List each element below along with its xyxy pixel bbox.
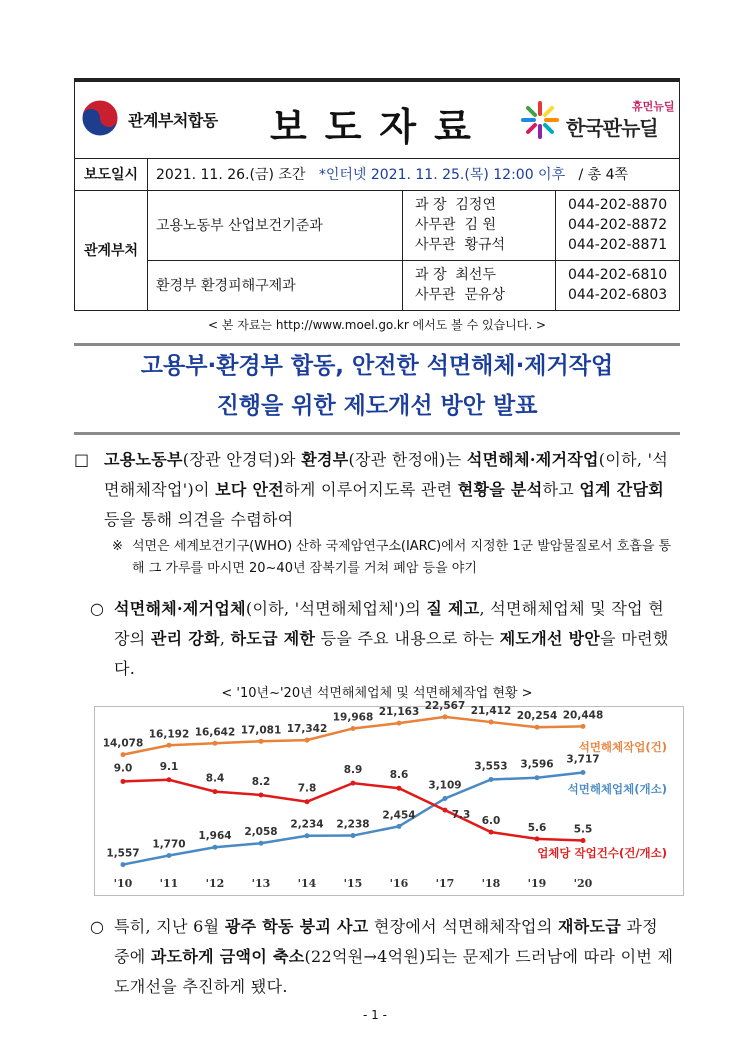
data-point	[121, 862, 126, 867]
text-run: 등을 주요 내용으로 하는	[315, 629, 500, 648]
bold-run: 질 제고	[426, 599, 480, 618]
legend-label: 석면해체작업(건)	[578, 740, 667, 754]
data-label: 5.6	[527, 821, 547, 834]
text-run: 하고	[542, 480, 580, 499]
bold-run: 환경부	[301, 450, 349, 469]
x-tick-label: '14	[297, 877, 317, 890]
x-tick-label: '10	[113, 877, 133, 890]
dept-name: 환경부 환경피해구제과	[148, 260, 403, 310]
bold-run: 제도개선 방안	[499, 629, 601, 648]
contact-person: 문유상	[464, 287, 506, 303]
text-run: (장관 안경덕)와	[182, 450, 302, 469]
data-point	[443, 796, 448, 801]
data-label: 2,454	[382, 809, 416, 822]
release-date: 2021. 11. 26.(금) 조간	[156, 167, 306, 183]
data-label: 16,192	[148, 728, 190, 741]
x-tick-label: '13	[251, 877, 271, 890]
data-label: 20,448	[562, 709, 604, 722]
data-point	[397, 824, 402, 829]
x-tick-label: '20	[573, 877, 593, 890]
legend-label: 업체당 작업건수(건/개소)	[537, 846, 667, 860]
contact-phone: 044-202-8872	[568, 217, 668, 233]
data-point	[213, 845, 218, 850]
note-mark: ※	[112, 539, 123, 554]
contact-person: 황규석	[464, 237, 506, 253]
bold-run: 재하도급	[557, 917, 621, 936]
data-point	[167, 743, 172, 748]
newdeal-small-label: 휴먼뉴딜	[632, 100, 675, 113]
chart-caption: < '10년~'20년 석면해체업체 및 석면해체작업 현황 >	[221, 686, 533, 701]
data-label: 16,642	[194, 726, 236, 739]
data-label: 22,567	[424, 699, 466, 712]
contact-role: 과 장	[415, 197, 447, 213]
data-point	[351, 781, 356, 786]
data-point	[489, 720, 494, 725]
website-note: < 본 자료는 http://www.moel.go.kr 에서도 볼 수 있습니다. >	[207, 318, 547, 332]
contact-role: 사무관	[415, 217, 456, 233]
legend-label: 석면해체업체(개소)	[567, 782, 667, 796]
data-label: 21,412	[470, 705, 512, 718]
text-run: ,	[219, 629, 231, 648]
contact-phone: 044-202-8871	[568, 237, 668, 253]
text-run: , 석면해체업체 및 작업 현장의	[114, 599, 665, 648]
data-label: 3,553	[474, 760, 508, 773]
data-point	[443, 808, 448, 813]
data-point	[397, 721, 402, 726]
bold-run: 관리 강화	[150, 629, 220, 648]
x-tick-label: '12	[205, 877, 225, 890]
data-label: 8.2	[251, 775, 271, 788]
data-point	[397, 786, 402, 791]
data-point	[305, 799, 310, 804]
data-point	[489, 777, 494, 782]
data-point	[213, 741, 218, 746]
data-label: 1,557	[106, 847, 140, 860]
press-info-table	[74, 78, 680, 311]
contact-phone: 044-202-6803	[568, 287, 668, 303]
bold-run: 보다 안전	[215, 480, 285, 499]
headline-line1: 고용부·환경부 합동, 안전한 석면해체·제거작업	[140, 353, 614, 379]
data-label: 3,717	[566, 753, 600, 766]
dept-phones	[556, 260, 680, 310]
data-label: 17,081	[240, 724, 282, 737]
contact-person: 김 원	[464, 217, 496, 233]
data-label: 2,234	[290, 818, 324, 831]
text-run: 과정 중에	[114, 917, 658, 966]
bold-run: 과도하게 금액이 축소	[150, 947, 305, 966]
text-run: 특히, 지난 6월	[114, 917, 225, 936]
data-label: 1,964	[198, 830, 232, 843]
dept-label: 관계부처	[75, 190, 148, 310]
data-label: 21,163	[378, 706, 420, 719]
contact-person: 김정연	[455, 197, 496, 213]
data-point	[259, 792, 264, 797]
x-tick-label: '15	[343, 877, 363, 890]
x-tick-label: '11	[159, 877, 179, 890]
p1-bullet: □	[74, 450, 90, 469]
data-point	[535, 775, 540, 780]
data-label: 9.0	[113, 762, 133, 775]
data-point	[305, 833, 310, 838]
data-point	[581, 724, 586, 729]
data-label: 3,596	[520, 758, 554, 771]
dept-contacts	[403, 190, 556, 260]
data-point	[167, 777, 172, 782]
paragraph-2	[114, 594, 676, 684]
text-run: 하게 이루어지도록 관련	[284, 480, 458, 499]
x-tick-label: '16	[389, 877, 409, 890]
x-tick-label: '19	[527, 877, 547, 890]
headline-box	[74, 343, 680, 435]
paragraph-3	[114, 912, 676, 1002]
data-label: 8.9	[343, 764, 363, 777]
data-label: 14,078	[102, 737, 144, 750]
chart-frame	[94, 699, 684, 896]
p3-bullet: ○	[90, 917, 105, 936]
data-label: 2,238	[336, 818, 370, 831]
line-chart	[95, 699, 683, 895]
data-point	[121, 779, 126, 784]
contact-phone: 044-202-8870	[568, 197, 668, 213]
bold-run: 고용노동부	[104, 450, 183, 469]
data-point	[213, 789, 218, 794]
data-label: 8.4	[205, 772, 225, 785]
data-label: 20,254	[516, 710, 558, 723]
p2-bullet: ○	[90, 599, 105, 618]
headline-line2: 진행을 위한 제도개선 방안 발표	[216, 393, 538, 419]
data-point	[581, 770, 586, 775]
dept-phones	[556, 190, 680, 260]
data-point	[121, 752, 126, 757]
data-point	[259, 739, 264, 744]
data-label: 19,968	[332, 711, 374, 724]
text-run: (22억원→4억원)되는 문제가 드러남에 따라 이번 제도개선을 추진하게 됐다.	[114, 947, 674, 996]
newdeal-big-label: 한국판뉴딜	[566, 116, 658, 140]
release-label: 보도일시	[75, 158, 148, 190]
data-point	[535, 725, 540, 730]
data-point	[351, 726, 356, 731]
data-point	[351, 833, 356, 838]
x-tick-label: '18	[481, 877, 501, 890]
series-line	[123, 780, 583, 841]
note-text: 석면은 세계보건기구(WHO) 산하 국제암연구소(IARC)에서 지정한 1군 발암물질로서 호흡을 통해 그 가루를 마시면 20~40년 잠복기를 거쳐 폐암 등을 야기	[132, 539, 672, 576]
page-count: / 총 4쪽	[578, 167, 629, 183]
contact-role: 과 장	[415, 267, 447, 283]
bold-run: 석면해체·제거업체	[114, 599, 246, 618]
data-label: 1,770	[152, 838, 186, 851]
data-label: 3,109	[428, 779, 462, 792]
gov-label: 관계부처합동	[128, 111, 218, 130]
text-run: 등을 통해 의견을 수렴하여	[104, 510, 294, 529]
data-label: 9.1	[159, 760, 179, 773]
paragraph-1	[104, 445, 676, 535]
contact-phone: 044-202-6810	[568, 267, 668, 283]
text-run: (이하, '석면해체업체')의	[245, 599, 427, 618]
data-label: 7.3	[451, 809, 471, 822]
data-point	[489, 830, 494, 835]
dept-name: 고용노동부 산업보건기준과	[148, 190, 403, 260]
text-run: (이하, '석면해체작업')이	[104, 450, 669, 499]
contact-role: 사무관	[415, 287, 456, 303]
data-label: 2,058	[244, 826, 278, 839]
data-point	[167, 853, 172, 858]
data-point	[259, 841, 264, 846]
x-tick-label: '17	[435, 877, 455, 890]
data-label: 5.5	[573, 823, 593, 836]
bold-run: 석면해체·제거작업	[466, 450, 599, 469]
text-run: 현장에서 석면해체작업의	[368, 917, 558, 936]
data-label: 7.8	[297, 782, 317, 795]
bold-run: 업계 간담회	[579, 480, 665, 499]
bold-run: 현황을 분석	[457, 480, 543, 499]
document-title: 보도자료	[270, 104, 489, 149]
contact-person: 최선두	[455, 267, 496, 283]
data-point	[305, 738, 310, 743]
text-run: (장관 한정애)는	[348, 450, 467, 469]
data-point	[535, 836, 540, 841]
text-run: 을 마련했다.	[114, 629, 669, 678]
internet-note: *인터넷 2021. 11. 25.(목) 12:00 이후	[318, 167, 566, 183]
contact-role: 사무관	[415, 237, 456, 253]
data-point	[581, 838, 586, 843]
bold-run: 광주 학동 붕괴 사고	[224, 917, 369, 936]
data-label: 6.0	[481, 815, 501, 828]
data-label: 17,342	[286, 723, 328, 736]
release-info	[148, 158, 680, 190]
page-number: - 1 -	[363, 1008, 387, 1022]
data-label: 8.6	[389, 769, 409, 782]
dept-contacts	[403, 260, 556, 310]
bold-run: 하도급 제한	[230, 629, 316, 648]
data-point	[443, 714, 448, 719]
